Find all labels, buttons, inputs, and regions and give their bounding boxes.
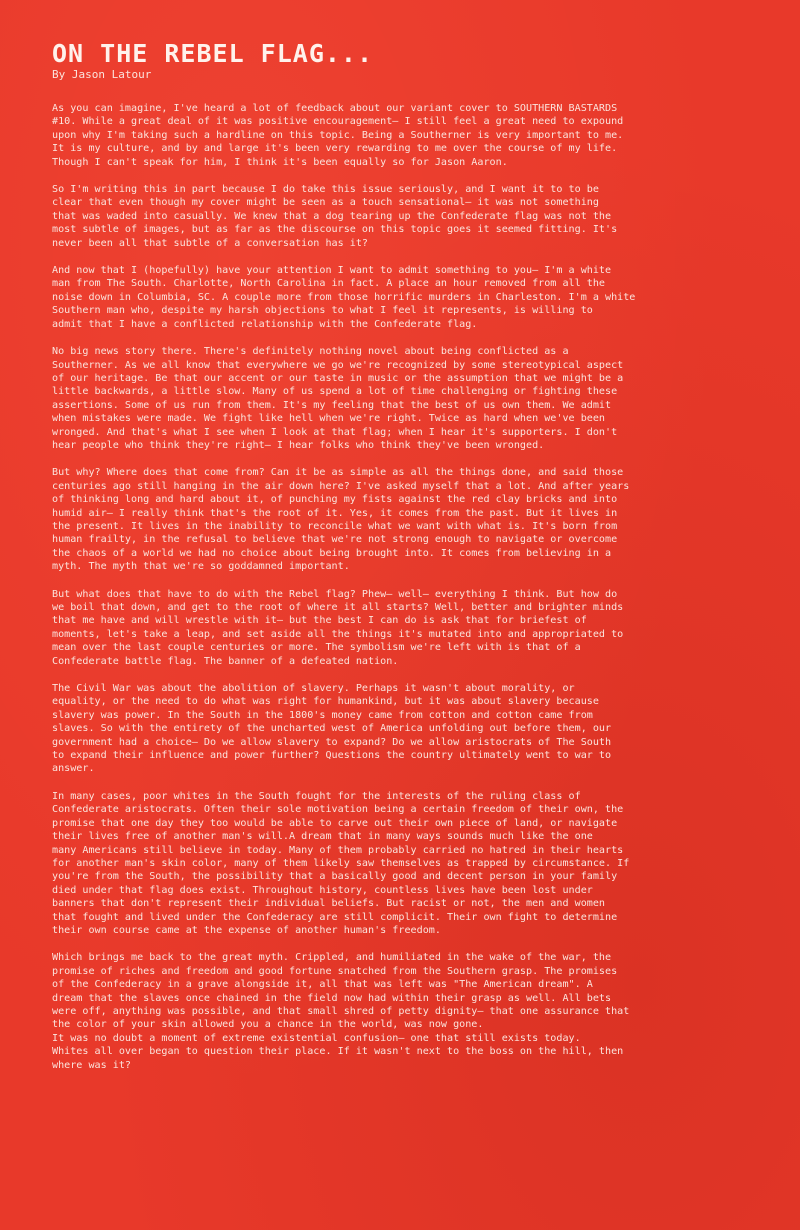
paragraph-8: In many cases, poor whites in the South fought for the interests of the ruling class of Confederate aristocrats. Often their sole motivation being a certain freedom of their own, the promise that one day they too would be able to carve out their own piece of land, or navigate their lives free of another man's will.A dream that in many ways sounds much like the one many Americans still believe in today. Many of them probably carried no hatred in their hearts for another man's skin color, many of them likely saw themselves as trapped by circumstance. If you're from the South, the possibility that a basically good and decent person in your family died under that flag does exist. Throughout history, countless lives have been lost under banners that don't represent their individual beliefs. But racist or not, the men and women that fought and lived under the Confederacy are still complicit. Their own fight to determine their own course came at the expense of another human's freedom. [52, 790, 630, 936]
article-title: ON THE REBEL FLAG... [52, 39, 374, 68]
paragraph-9: Which brings me back to the great myth. Crippled, and humiliated in the wake of the war, the promise of riches and freedom and good fortune snatched from the Southern grasp. The promises of the Confederacy in a grave alongside it, all that was left was "The American dream". A dream that the slaves once chained in the field now had within their grasp as well. All bets were off, anything was possible, and that small shred of petty dignity— that one assurance that the color of your skin allowed you a chance in the world, was now gone. It was no doubt a moment of extreme existential confusion— one that still exists today. Whites all over began to question their place. If it wasn't next to the boss on the hill, then where was it? [52, 952, 630, 1071]
article-byline: By Jason Latour [52, 68, 152, 81]
paragraph-5: But why? Where does that come from? Can it be as simple as all the things done, and said those centuries ago still hanging in the air down here? I've asked myself that a lot. And after years of thinking long and hard about it, of punching my fists against the red clay bricks and into humid air— I really think that's the root of it. Yes, it comes from the past. But it lives in the present. It lives in the inability to reconcile what we want with what is. It's born from human frailty, in the refusal to believe that we're not strong enough to navigate or overcome the chaos of a world we had no choice about being brought into. It comes from believing in a myth. The myth that we're so goddamned important. [52, 467, 630, 573]
paragraph-7: The Civil War was about the abolition of slavery. Perhaps it wasn't about morality, or equality, or the need to do what was right for humankind, but it was about slavery because slavery was power. In the South in the 1800's money came from cotton and cotton came from slaves. So with the entirety of the uncharted west of America unfolding out before them, our government had a choice— Do we allow slavery to expand? Do we allow aristocrats of The South to expand their influence and power further? Questions the country ultimately went to war to answer. [52, 683, 612, 775]
paragraph-2: So I'm writing this in part because I do take this issue seriously, and I want it to to be clear that even though my cover might be seen as a touch sensational— it was not something that was waded into casually. We knew that a dog tearing up the Confederate flag was not the most subtle of images, but as far as the discourse on this topic goes it seemed fitting. It's never been all that subtle of a conversation has it? [52, 184, 618, 249]
paragraph-6: But what does that have to do with the Rebel flag? Phew— well— everything I think. But how do we boil that down, and get to the root of where it all starts? Well, better and brighter minds that me have and will wrestle with it— but the best I can do is ask that for briefest of moments, let's take a leap, and set aside all the things it's mutated into and appropriated to mean over the last couple centuries or more. The symbolism we're left with is that of a Confederate battle flag. The banner of a defeated nation. [52, 588, 624, 667]
paragraph-1: As you can imagine, I've heard a lot of feedback about our variant cover to SOUTHERN BASTARDS #10. While a great deal of it was positive encouragement— I still feel a great need to expound upon why I'm taking such a hardline on this topic. Being a Southerner is very important to me. It is my culture, and by and large it's been very rewarding to me over the course of my life. Though I can't speak for him, I think it's been equally so for Jason Aaron. [52, 103, 624, 168]
paragraph-3: And now that I (hopefully) have your attention I want to admit something to you— I'm a white man from The South. Charlotte, North Carolina in fact. A place an hour removed from all the noise down in Columbia, SC. A couple more from those horrific murders in Charleston. I'm a white Southern man who, despite my harsh objections to what I feel it represents, is willing to admit that I have a conflicted relationship with the Confederate flag. [52, 265, 636, 330]
paragraph-4: No big news story there. There's definitely nothing novel about being conflicted as a Southerner. As we all know that everywhere we go we're recognized by some stereotypical aspect of our heritage. Be that our accent or our taste in music or the assumption that we might be a little backwards, a little slow. Many of us spend a lot of time challenging or fighting these assertions. Some of us run from them. It's my feeling that the best of us own them. We admit when mistakes were made. We fight like hell when we're right. Twice as hard when we've been wronged. And that's what I see when I look at that flag; when I hear it's supporters. I don't hear people who think they're right— I hear folks who think they've been wronged. [52, 346, 624, 451]
article [52, 40, 772, 1086]
